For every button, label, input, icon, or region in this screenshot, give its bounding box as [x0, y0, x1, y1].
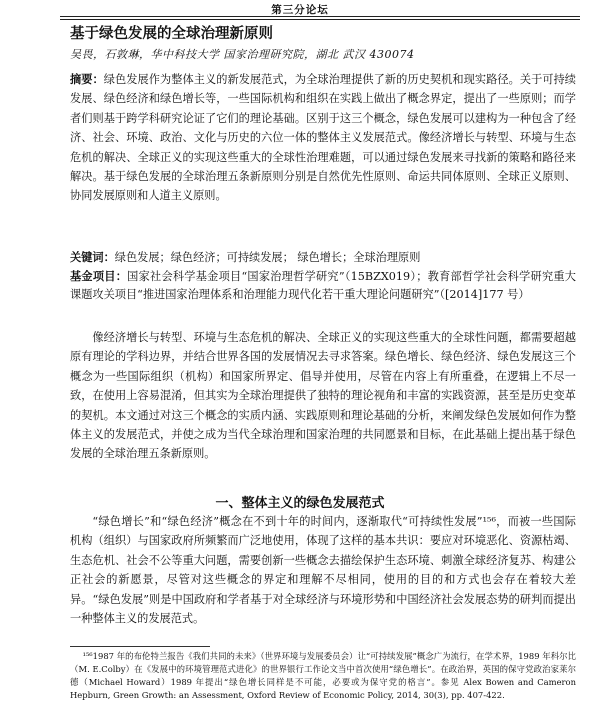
- section-paragraph: “绿色增长”和“绿色经济”概念在不到十年的时间内，逐渐取代“可持续性发展”¹⁵⁶，而被一些国际机构（组织）与国家政府所频繁而广泛地使用，体现了这样的基本共识：要应对环境恶化、资源枯竭、生态危机、社会不公等重大问题，需要创新一些概念去描绘保护生态环境、刺激全球经济复苏、构建公正社会的新愿景，尽管对这些概念的界定和理解不尽相同，使用的目的和方式也会存在着较大差异。“绿色发展”则是中国政府和学者基于对全球经济与环境形势和中国经济社会发展态势的研判而提出一种整体主义的发展范式。: [70, 515, 576, 626]
- abstract-text: 绿色发展作为整体主义的新发展范式，为全球治理提供了新的历史契机和现实路径。关于可持续发展、绿色经济和绿色增长等，一些国际机构和组织在实践上做出了概念界定，提出了一些原则；而学者们则基于跨学科研究论证了它们的理论基础。区别于这三个概念，绿色发展可以建构为一种包含了经济、社会、环境、政治、文化与历史的六位一体的整体主义发展范式。像经济增长与转型、环境与生态危机的解决、全球正义的实现这些重大的全球性治理难题，可以通过绿色发展来寻找新的策略和路径来解决。基于绿色发展的全球治理五条新原则分别是自然优先性原则、命运共同体原则、全球正义原则、协同发展原则和人道主义原则。: [70, 73, 576, 203]
- header-rule: [60, 16, 580, 20]
- footnote-rule: [70, 646, 210, 647]
- footnote: ¹⁵⁶1987 年的布伦特兰报告《我们共同的未来》（世界环境与发展委员会）让“可持续发展”概念广为流行，在学术界，1989 年科尔比（M. E.Colby）在《发展中的环境管理范式进化》的世界银行工作论文当中首次使用“绿色增长”。在政治界，英国的保守党政治家莱尔德（Michael Howard）1989 年提出“绿色增长同样是不可能，必要或为保守党的格言”。参见 Alex Bowen and Cameron Hepburn, Green Growth: an Assessment, Oxford Review of Economic Policy, 2014, 30(3), pp. 407-422.: [70, 651, 576, 700]
- author-line: 吴畏，石敦琳，华中科技大学 国家治理研究院，湖北 武汉 430074: [70, 48, 415, 61]
- section-heading: 一、整体主义的绿色发展范式: [215, 496, 385, 511]
- keywords-text: 绿色发展；绿色经济；可持续发展； 绿色增长；全球治理原则: [114, 251, 421, 264]
- article-title: 基于绿色发展的全球治理新原则: [70, 26, 273, 42]
- abstract-label: 摘要：: [70, 73, 104, 86]
- funding: [70, 268, 576, 304]
- funding-text: 国家社会科学基金项目“国家治理哲学研究”（15BZX019）；教育部哲学社会科学研究重大课题攻关项目“推进国家治理体系和治理能力现代化若干重大理论问题研究”（[2014]177 号）: [70, 270, 576, 301]
- intro-paragraph: 像经济增长与转型、环境与生态危机的解决、全球正义的实现这些重大的全球性问题，都需要超越原有理论的学科边界，并结合世界各国的发展情况去寻求答案。绿色增长、绿色经济、绿色发展这三个概念为一些国际组织（机构）和国家所界定、倡导并使用，尽管在内容上有所重叠，在逻辑上不尽一致，在使用上容易混淆，但其实为全球治理提供了独特的理论视角和丰富的实践资源，甚至是历史变革的契机。本文通过对这三个概念的实质内涵、实践原则和理论基础的分析，来阐发绿色发展如何作为整体主义的发展范式，并使之成为当代全球治理和国家治理的共同愿景和目标，在此基础上提出基于绿色发展的全球治理五条新原则。: [70, 331, 576, 461]
- running-header: 第三分论坛: [271, 4, 329, 16]
- keywords-label: 关键词：: [70, 251, 115, 264]
- abstract: [70, 70, 576, 206]
- funding-label: 基金项目：: [70, 270, 128, 283]
- keywords: [70, 248, 576, 267]
